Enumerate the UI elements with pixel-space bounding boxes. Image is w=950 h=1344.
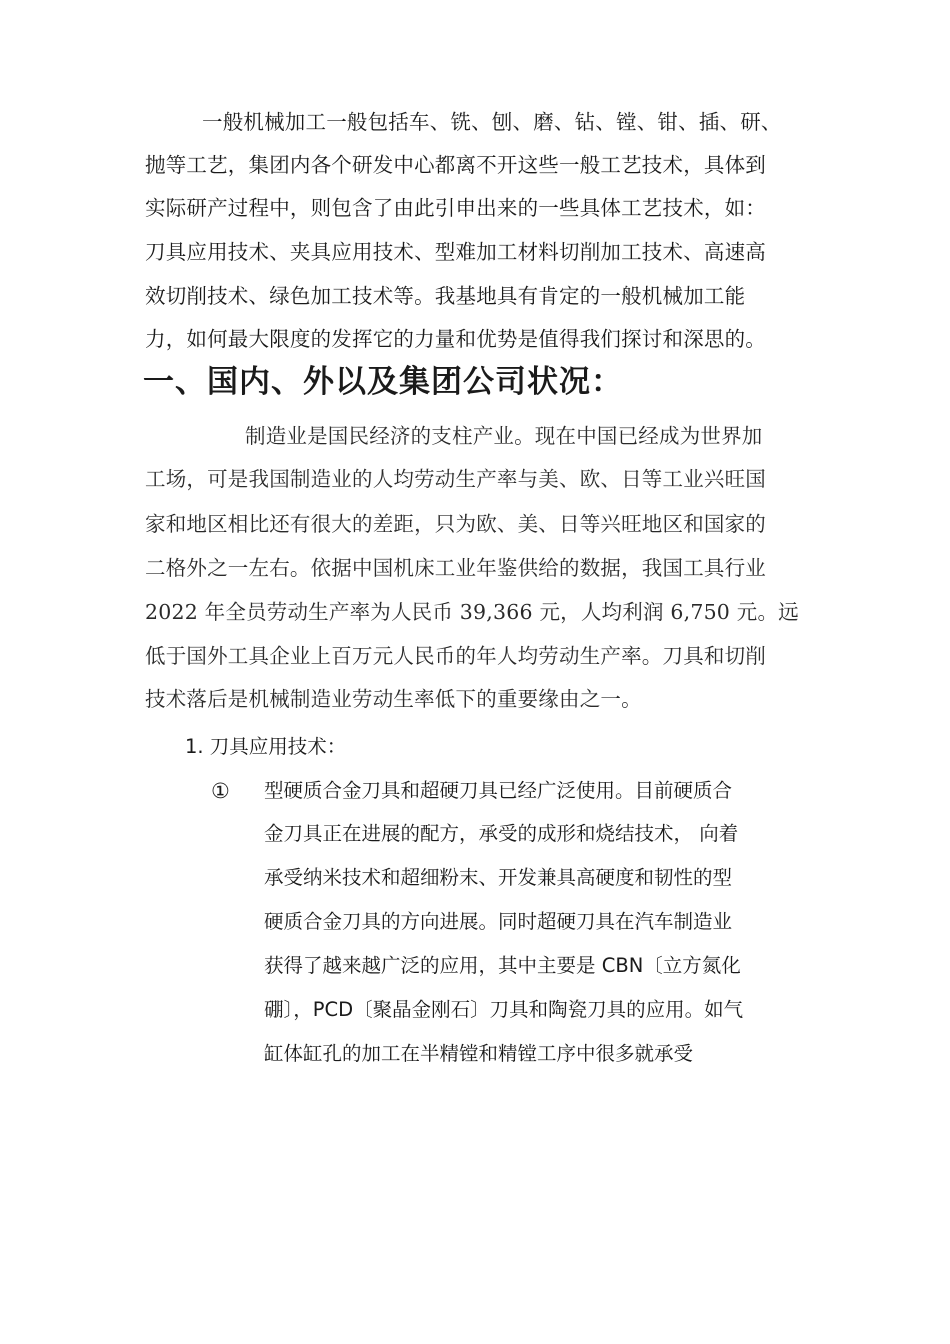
section-line: 家和地区相比还有很大的差距，只为欧、美、日等兴旺地区和国家的 (145, 512, 766, 536)
section-line: 低于国外工具企业上百万元人民币的年人均劳动生产率。刀具和切削 (145, 644, 766, 668)
section-line: 制造业是国民经济的支柱产业。现在中国已经成为世界加 (245, 424, 763, 448)
list-item-line: 获得了越来越广泛的应用，其中主要是 CBN〔立方氮化 (264, 954, 741, 977)
section-line: 工场，可是我国制造业的人均劳动生产率与美、欧、日等工业兴旺国 (145, 467, 766, 491)
section-line: 技术落后是机械制造业劳动生率低下的重要缘由之一。 (145, 687, 642, 711)
list-item-line: 承受纳米技术和超细粉末、开发兼具高硬度和韧性的型 (264, 866, 733, 889)
intro-line: 实际研产过程中，则包含了由此引申出来的一些具体工艺技术，如： (145, 196, 766, 220)
list-item-line: 型硬质合金刀具和超硬刀具已经广泛使用。目前硬质合 (264, 779, 733, 802)
intro-line: 抛等工艺，集团内各个研发中心都离不开这些一般工艺技术，具体到 (145, 153, 766, 177)
list-item-line: 硼〕，PCD〔聚晶金刚石〕刀具和陶瓷刀具的应用。如气 (264, 998, 744, 1021)
intro-line: 效切削技术、绿色加工技术等。我基地具有肯定的一般机械加工能 (145, 284, 746, 308)
list-item-line: 硬质合金刀具的方向进展。同时超硬刀具在汽车制造业 (264, 910, 733, 933)
section-heading: 一、国内、外以及集团公司状况： (143, 364, 623, 400)
section-line: 2022 年全员劳动生产率为人民币 39,366 元，人均利润 6,750 元。远 (145, 600, 799, 624)
subsection-title: 1. 刀具应用技术： (185, 735, 347, 758)
intro-line: 刀具应用技术、夹具应用技术、型难加工材料切削加工技术、高速高 (145, 240, 766, 264)
intro-line: 一般机械加工一般包括车、铣、刨、磨、钻、镗、钳、插、研、 (202, 110, 782, 134)
list-marker: ① (211, 779, 230, 803)
intro-line: 力，如何最大限度的发挥它的力量和优势是值得我们探讨和深思的。 (145, 327, 766, 351)
list-item-line: 金刀具正在进展的配方，承受的成形和烧结技术， 向着 (264, 822, 739, 845)
list-item-line: 缸体缸孔的加工在半精镗和精镗工序中很多就承受 (264, 1042, 694, 1065)
section-line: 二格外之一左右。依据中国机床工业年鉴供给的数据，我国工具行业 (145, 556, 766, 580)
